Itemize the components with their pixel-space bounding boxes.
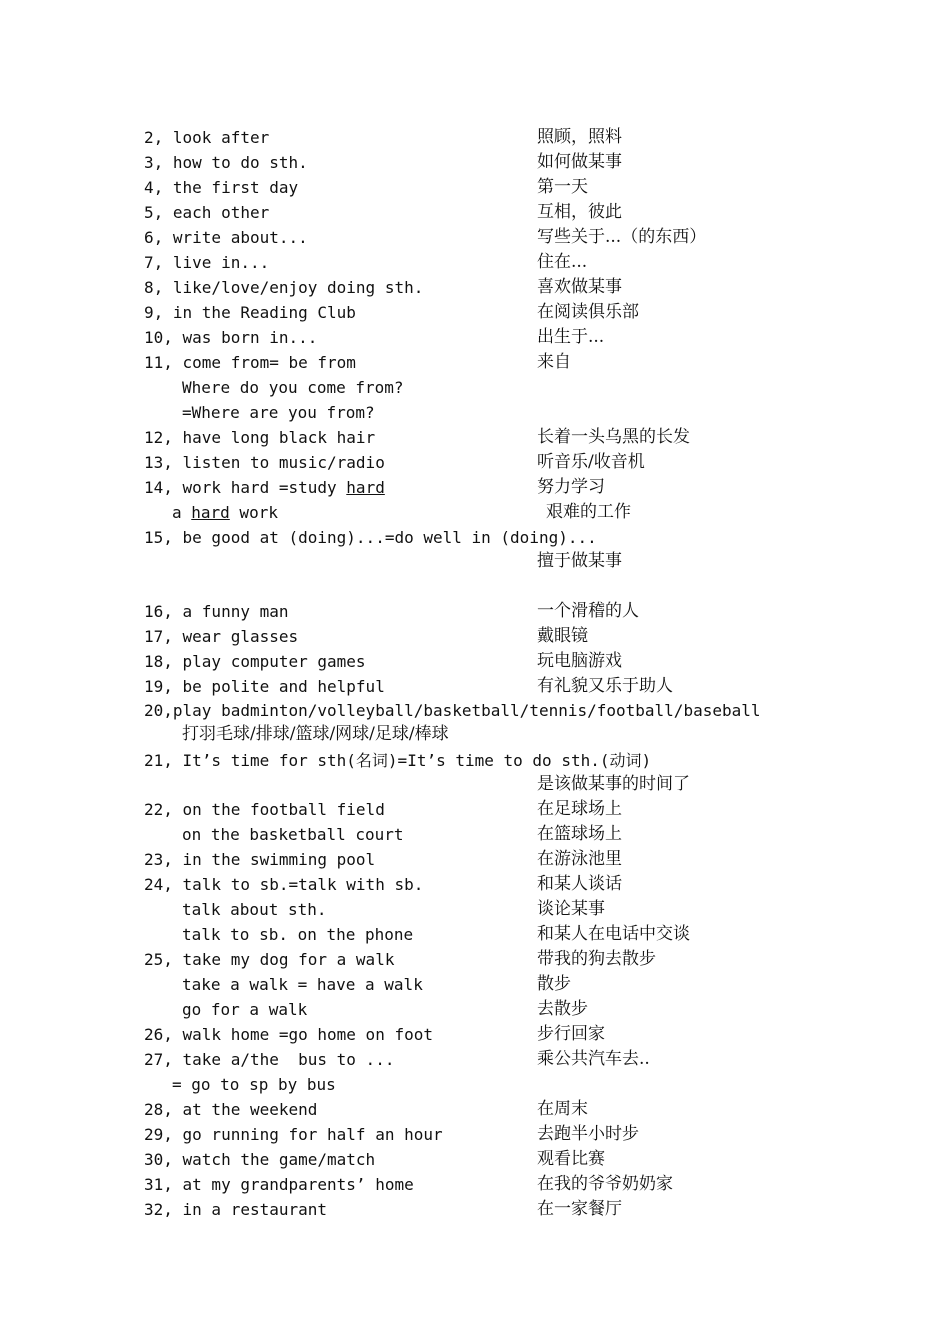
english-phrase: talk to sb. on the phone xyxy=(182,925,414,944)
english-phrase xyxy=(172,500,278,525)
chinese-meaning: 步行回家 xyxy=(537,1024,605,1044)
phrase-line xyxy=(0,624,950,649)
chinese-meaning: 擅于做某事 xyxy=(537,551,622,571)
english-phrase: 7, live in... xyxy=(144,253,270,272)
phrase-line xyxy=(0,722,950,747)
english-phrase: Where do you come from? xyxy=(182,378,404,397)
phrase-line xyxy=(0,225,950,250)
chinese-meaning: 谈论某事 xyxy=(537,899,605,919)
english-phrase: 6, write about... xyxy=(144,228,308,247)
chinese-meaning: 第一天 xyxy=(537,177,588,197)
phrase-line xyxy=(0,375,950,400)
phrase-line xyxy=(0,350,950,375)
chinese-meaning: 喜欢做某事 xyxy=(537,277,622,297)
chinese-meaning: 照顾，照料 xyxy=(537,127,622,147)
chinese-meaning: 在周末 xyxy=(537,1099,588,1119)
phrase-line xyxy=(0,698,950,723)
phrase-line xyxy=(0,200,950,225)
chinese-meaning: 在我的爷爷奶奶家 xyxy=(537,1174,673,1194)
phrase-line xyxy=(0,674,950,699)
phrase-line xyxy=(0,1047,950,1072)
english-phrase: 22, on the football field xyxy=(144,800,385,819)
phrase-line xyxy=(0,150,950,175)
chinese-meaning: 出生于... xyxy=(537,327,605,347)
english-phrase: 30, watch the game/match xyxy=(144,1150,376,1169)
chinese-meaning: 乘公共汽车去.. xyxy=(537,1049,650,1069)
phrase-line xyxy=(0,748,950,773)
phrase-line xyxy=(0,649,950,674)
phrase-line xyxy=(0,847,950,872)
underlined-word: hard xyxy=(191,503,230,522)
phrase-line xyxy=(0,500,950,525)
chinese-meaning: 玩电脑游戏 xyxy=(537,651,622,671)
chinese-meaning: 住在... xyxy=(537,252,588,272)
english-phrase: 11, come from= be from xyxy=(144,353,356,372)
chinese-meaning: 来自 xyxy=(537,352,571,372)
english-phrase: talk about sth. xyxy=(182,900,327,919)
chinese-meaning: 如何做某事 xyxy=(537,152,622,172)
phrase-line xyxy=(0,525,950,550)
phrase-line xyxy=(0,797,950,822)
phrase-line xyxy=(0,400,950,425)
english-phrase: 29, go running for half an hour xyxy=(144,1125,443,1144)
phrase-line xyxy=(0,599,950,624)
phrase-line xyxy=(0,275,950,300)
english-phrase: 23, in the swimming pool xyxy=(144,850,376,869)
phrase-line xyxy=(0,1072,950,1097)
english-phrase: on the basketball court xyxy=(182,825,404,844)
english-phrase: 16, a funny man xyxy=(144,602,289,621)
chinese-meaning: 在阅读俱乐部 xyxy=(537,302,639,322)
english-phrase: 9, in the Reading Club xyxy=(144,303,356,322)
english-phrase: 13, listen to music/radio xyxy=(144,453,385,472)
phrase-line xyxy=(0,872,950,897)
english-phrase: 5, each other xyxy=(144,203,270,222)
phrase-line xyxy=(0,1172,950,1197)
english-phrase: = go to sp by bus xyxy=(172,1075,336,1094)
chinese-meaning: 戴眼镜 xyxy=(537,626,588,646)
chinese-meaning: 和某人在电话中交谈 xyxy=(537,924,690,944)
english-phrase: 2, look after xyxy=(144,128,270,147)
english-phrase: 32, in a restaurant xyxy=(144,1200,328,1219)
phrase-line xyxy=(0,549,950,574)
phrase-line xyxy=(0,1197,950,1222)
phrase-line xyxy=(0,822,950,847)
chinese-meaning: 艰难的工作 xyxy=(546,502,631,522)
chinese-meaning: 去散步 xyxy=(537,999,588,1019)
phrase-line xyxy=(0,1097,950,1122)
chinese-meaning: 观看比赛 xyxy=(537,1149,605,1169)
english-phrase: 3, how to do sth. xyxy=(144,153,308,172)
english-phrase: 24, talk to sb.=talk with sb. xyxy=(144,875,424,894)
chinese-meaning: 听音乐/收音机 xyxy=(537,452,645,472)
english-phrase-part: a xyxy=(172,503,192,522)
english-phrase: 27, take a/the bus to ... xyxy=(144,1050,395,1069)
phrase-line xyxy=(0,922,950,947)
english-phrase-part: work xyxy=(229,503,278,522)
english-phrase: 4, the first day xyxy=(144,178,299,197)
english-phrase: 25, take my dog for a walk xyxy=(144,950,395,969)
english-phrase: 8, like/love/enjoy doing sth. xyxy=(144,278,424,297)
phrase-line xyxy=(0,997,950,1022)
english-phrase: 12, have long black hair xyxy=(144,428,376,447)
chinese-meaning: 带我的狗去散步 xyxy=(537,949,656,969)
phrase-line xyxy=(0,475,950,500)
phrase-line xyxy=(0,125,950,150)
phrase-line xyxy=(0,175,950,200)
chinese-meaning: 在篮球场上 xyxy=(537,824,622,844)
chinese-meaning: 写些关于...（的东西） xyxy=(537,227,707,247)
english-phrase: 31, at my grandparents’ home xyxy=(144,1175,414,1194)
english-phrase: 10, was born in... xyxy=(144,328,318,347)
english-phrase: 17, wear glasses xyxy=(144,627,299,646)
english-phrase: 26, walk home =go home on foot xyxy=(144,1025,433,1044)
chinese-meaning: 长着一头乌黑的长发 xyxy=(537,427,690,447)
english-phrase: 15, be good at (doing)...=do well in (doing)... xyxy=(144,528,597,547)
phrase-line xyxy=(0,972,950,997)
chinese-meaning: 有礼貌又乐于助人 xyxy=(537,676,673,696)
phrase-line xyxy=(0,300,950,325)
chinese-meaning: 和某人谈话 xyxy=(537,874,622,894)
english-phrase: 19, be polite and helpful xyxy=(144,677,385,696)
chinese-meaning: 在一家餐厅 xyxy=(537,1199,622,1219)
phrase-line xyxy=(0,897,950,922)
chinese-meaning: 打羽毛球/排球/篮球/网球/足球/棒球 xyxy=(182,724,449,744)
chinese-meaning: 互相，彼此 xyxy=(537,202,622,222)
underlined-word: hard xyxy=(346,478,385,497)
chinese-meaning: 在游泳池里 xyxy=(537,849,622,869)
phrase-line xyxy=(0,325,950,350)
phrase-line xyxy=(0,425,950,450)
phrase-line xyxy=(0,450,950,475)
english-phrase xyxy=(144,475,385,500)
phrase-line xyxy=(0,1122,950,1147)
english-phrase: go for a walk xyxy=(182,1000,308,1019)
chinese-meaning: 努力学习 xyxy=(537,477,605,497)
english-phrase: 28, at the weekend xyxy=(144,1100,318,1119)
phrase-line xyxy=(0,772,950,797)
phrase-line xyxy=(0,947,950,972)
phrase-line xyxy=(0,250,950,275)
chinese-meaning: 散步 xyxy=(537,974,571,994)
chinese-meaning: 去跑半小时步 xyxy=(537,1124,639,1144)
english-phrase: 20,play badminton/volleyball/basketball/tennis/football/baseball xyxy=(144,701,761,720)
chinese-meaning: 是该做某事的时间了 xyxy=(537,774,690,794)
chinese-meaning: 一个滑稽的人 xyxy=(537,601,639,621)
english-phrase: take a walk = have a walk xyxy=(182,975,423,994)
english-phrase: 21, It’s time for sth(名词)=It’s time to do sth.(动词) xyxy=(144,751,652,770)
english-phrase: 18, play computer games xyxy=(144,652,366,671)
english-phrase: =Where are you from? xyxy=(182,403,375,422)
phrase-line xyxy=(0,1022,950,1047)
phrase-line xyxy=(0,1147,950,1172)
english-phrase-part: 14, work hard =study xyxy=(144,478,347,497)
chinese-meaning: 在足球场上 xyxy=(537,799,622,819)
